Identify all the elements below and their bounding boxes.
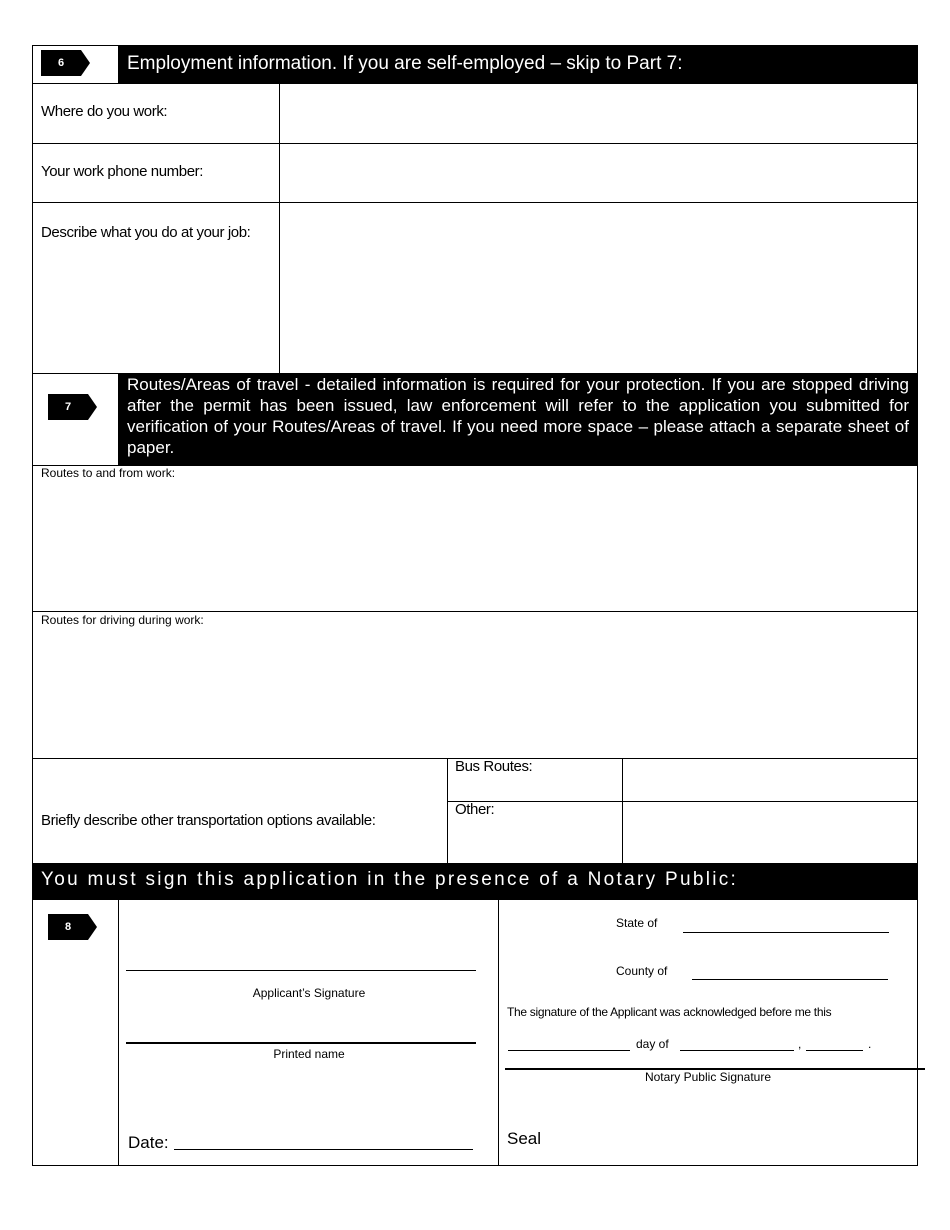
routes-during-work-input[interactable] bbox=[34, 629, 916, 757]
form-bottom-border bbox=[32, 1165, 918, 1166]
other-transport-label: Briefly describe other transportation options available: bbox=[41, 812, 376, 829]
section-7-header bbox=[118, 373, 918, 465]
divider bbox=[447, 801, 918, 802]
bus-routes-label: Bus Routes: bbox=[455, 758, 533, 775]
notary-banner bbox=[32, 863, 918, 900]
other-transport-input[interactable] bbox=[624, 803, 916, 861]
section-6-header bbox=[118, 45, 918, 83]
divider bbox=[32, 202, 918, 203]
state-of-label: State of bbox=[616, 916, 658, 930]
section-8-badge: 8 bbox=[48, 914, 88, 940]
form-right-border bbox=[917, 45, 918, 1166]
section-8-column-divider-2 bbox=[498, 900, 499, 1165]
period-separator: . bbox=[868, 1037, 872, 1051]
seal-label: Seal bbox=[507, 1129, 542, 1148]
transport-column-divider bbox=[447, 758, 448, 863]
transport-column-divider-2 bbox=[622, 758, 623, 863]
applicant-signature-line[interactable] bbox=[126, 970, 476, 971]
section-7-heading: Routes/Areas of travel - detailed information is required for your protection. If you are stopped driving after the permit has been issued, law enforcement will refer to the application you submitted for verification of your Routes/Areas of travel. If you need more space – please attach a separate sheet of paper. bbox=[127, 375, 909, 457]
county-of-label: County of bbox=[616, 964, 668, 978]
printed-name-line[interactable] bbox=[126, 1042, 476, 1044]
day-input[interactable] bbox=[508, 1034, 630, 1051]
routes-work-input[interactable] bbox=[34, 482, 916, 610]
routes-during-work-label: Routes for driving during work: bbox=[41, 613, 204, 627]
applicant-signature-label: Applicant’s Signature bbox=[252, 986, 366, 1000]
printed-name-label: Printed name bbox=[273, 1047, 345, 1061]
comma-separator: , bbox=[798, 1037, 802, 1051]
divider bbox=[32, 83, 918, 84]
date-input[interactable] bbox=[174, 1130, 473, 1150]
date-label: Date: bbox=[128, 1133, 169, 1152]
section-7-badge: 7 bbox=[48, 394, 88, 420]
county-input[interactable] bbox=[692, 961, 888, 980]
state-input[interactable] bbox=[683, 914, 889, 933]
section-6-heading: Employment information. If you are self-employed – skip to Part 7: bbox=[127, 53, 683, 74]
day-of-label: day of bbox=[636, 1037, 669, 1051]
notary-banner-text: You must sign this application in the presence of a Notary Public: bbox=[41, 869, 739, 890]
section-6-badge: 6 bbox=[41, 50, 81, 76]
section-8-column-divider bbox=[118, 900, 119, 1165]
describe-job-label: Describe what you do at your job: bbox=[41, 224, 251, 241]
month-input[interactable] bbox=[680, 1034, 794, 1051]
form-left-border bbox=[32, 45, 33, 1166]
work-phone-label: Your work phone number: bbox=[41, 163, 204, 180]
section-6-column-divider bbox=[279, 83, 280, 373]
routes-work-label: Routes to and from work: bbox=[41, 466, 176, 480]
work-phone-input[interactable] bbox=[281, 145, 915, 201]
notary-signature-label: Notary Public Signature bbox=[644, 1070, 772, 1084]
where-work-input[interactable] bbox=[281, 85, 915, 141]
acknowledgement-text: The signature of the Applicant was acknowledged before me this bbox=[507, 1005, 832, 1019]
bus-routes-input[interactable] bbox=[624, 760, 916, 800]
divider bbox=[32, 143, 918, 144]
divider bbox=[32, 611, 918, 612]
where-work-label: Where do you work: bbox=[41, 103, 168, 120]
other-label: Other: bbox=[455, 801, 495, 818]
year-input[interactable] bbox=[806, 1034, 863, 1051]
describe-job-input[interactable] bbox=[281, 204, 915, 372]
